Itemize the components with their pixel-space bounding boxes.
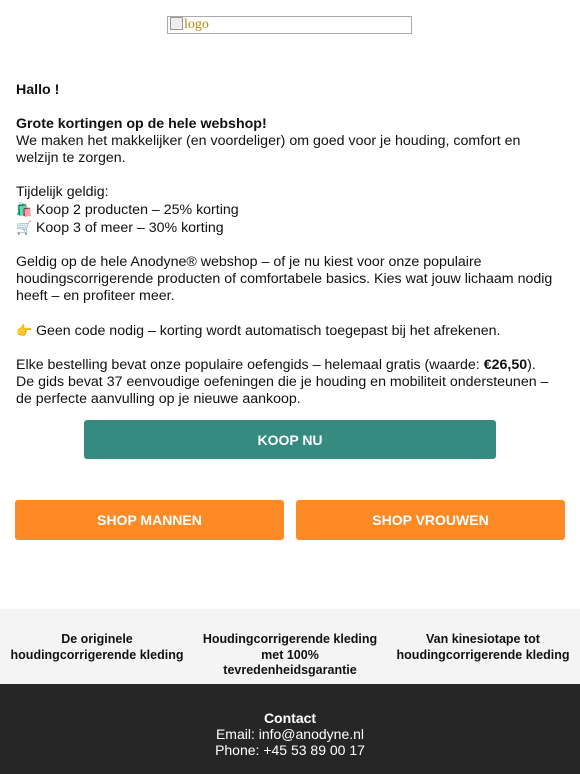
usp-line: De originele xyxy=(61,632,133,646)
gift-value: €26,50 xyxy=(483,357,528,373)
footer xyxy=(0,684,580,774)
intro-headline: Grote kortingen op de hele webshop! xyxy=(16,116,267,132)
offer-item-text: Koop 2 producten – 25% korting xyxy=(35,202,239,218)
no-code-note xyxy=(16,322,566,340)
usp-bar xyxy=(0,609,580,684)
email-body xyxy=(16,82,566,408)
pointing-hand-icon: 👉 xyxy=(16,323,33,338)
scope-text: Geldig op de hele Anodyne® webshop – of je nu kiest voor onze populaire houdingscorrigerende producten of comfortabele basics. Kies wat jouw lichaam nodig heeft – en profiteer meer. xyxy=(16,254,553,304)
header xyxy=(0,0,580,60)
intro-text: We maken het makkelijker (en voordeliger) om goed voor je houding, comfort en welzijn te zorgen. xyxy=(16,133,521,166)
no-code-text: Geen code nodig – korting wordt automatisch toegepast bij het afrekenen. xyxy=(35,323,501,339)
gift-text-after: ). xyxy=(527,357,536,373)
usp-line: Houdingcorrigerende kleding xyxy=(202,632,378,646)
offer-item xyxy=(16,219,566,237)
contact-phone[interactable]: Phone: +45 53 89 00 17 xyxy=(215,742,365,758)
broken-image-icon xyxy=(170,17,183,30)
contact-email[interactable]: Email: info@anodyne.nl xyxy=(215,726,365,742)
shop-mannen-button[interactable]: SHOP MANNEN xyxy=(15,500,284,540)
offer-item xyxy=(16,201,566,219)
greeting: Hallo ! xyxy=(16,82,60,98)
gift-text xyxy=(16,357,566,374)
usp-line: houdingcorrigerende kleding xyxy=(10,647,184,662)
usp-item xyxy=(393,632,573,663)
logo-image[interactable] xyxy=(167,16,412,34)
logo-alt-text: logo xyxy=(184,17,209,32)
koop-nu-button[interactable]: KOOP NU xyxy=(84,420,496,459)
shopping-cart-icon: 🛒 xyxy=(16,220,33,235)
offer-item-text: Koop 3 of meer – 30% korting xyxy=(35,220,224,236)
contact-title: Contact xyxy=(263,710,317,726)
shop-vrouwen-button[interactable]: SHOP VROUWEN xyxy=(296,500,565,540)
usp-line: houdingcorrigerende kleding xyxy=(396,647,570,662)
usp-line: met 100% tevredenheidsgarantie xyxy=(223,647,357,677)
usp-line: Van kinesiotape tot xyxy=(426,632,540,646)
gift-description: De gids bevat 37 eenvoudige oefeningen die je houding en mobiliteit ondersteunen – de perfecte aanvulling op je nieuwe aankoop. xyxy=(16,374,549,407)
usp-item xyxy=(7,632,187,663)
offer-title: Tijdelijk geldig: xyxy=(16,184,109,200)
gift-text-before: Elke bestelling bevat onze populaire oefengids – helemaal gratis (waarde: xyxy=(16,357,484,373)
usp-item xyxy=(200,632,380,679)
shopping-bags-icon: 🛍️ xyxy=(16,202,33,217)
